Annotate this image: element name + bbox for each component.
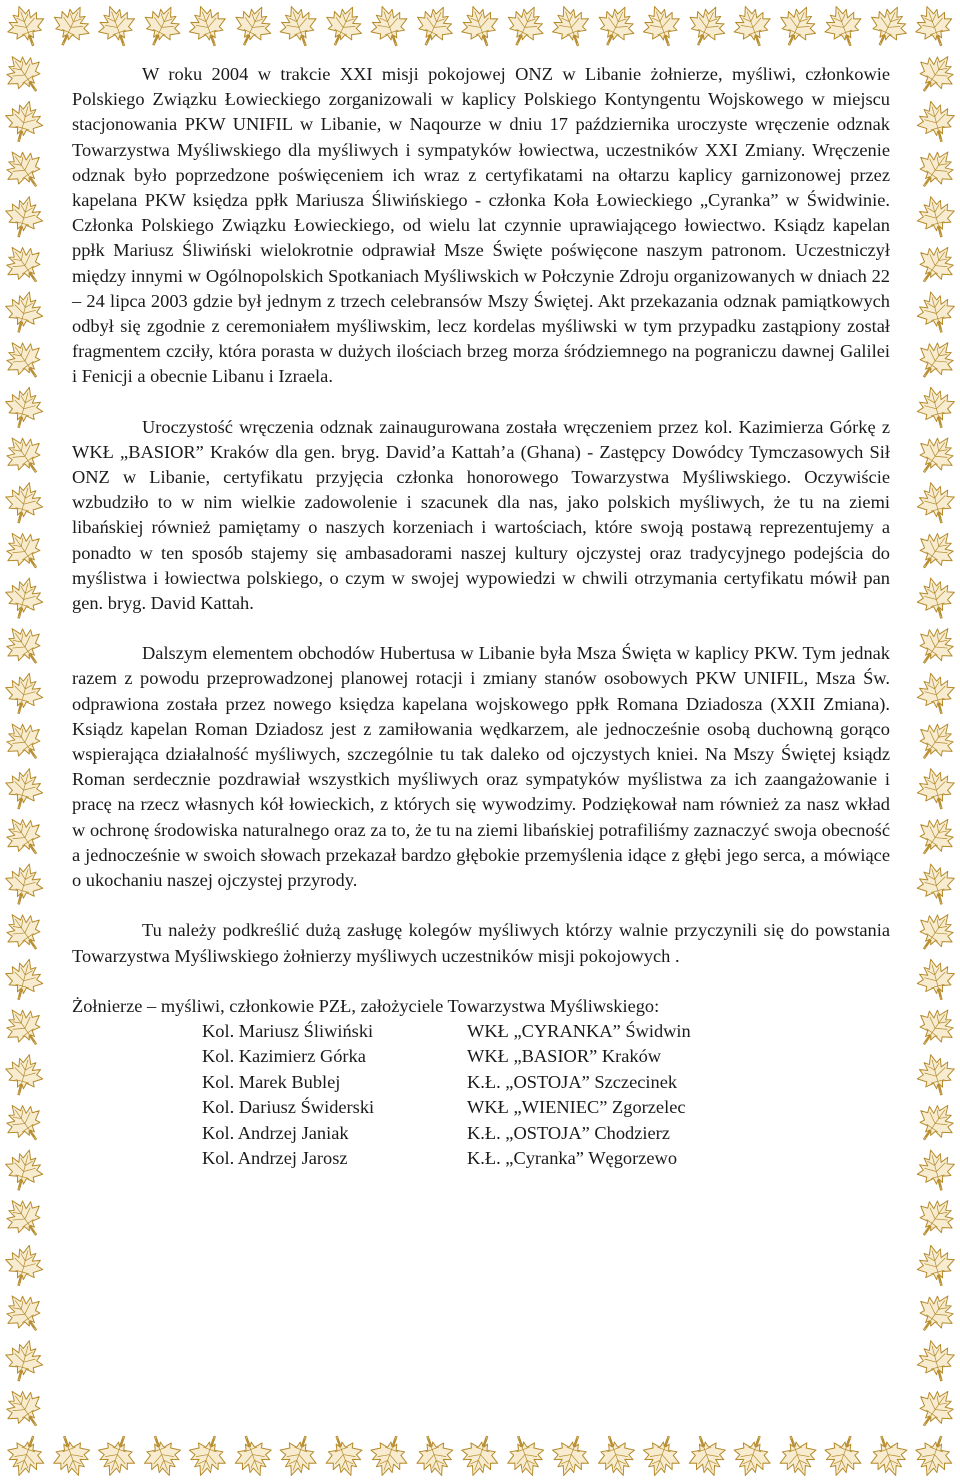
maple-leaf-icon [364, 0, 414, 52]
maple-leaf-icon [0, 522, 52, 578]
founder-name: Kol. Marek Bublej [202, 1071, 341, 1092]
maple-leaf-icon [637, 0, 687, 52]
maple-leaf-icon [136, 0, 188, 53]
founder-club: WKŁ „CYRANKA” Świdwin [467, 1020, 691, 1041]
founder-name: Kol. Andrzej Jarosz [202, 1147, 348, 1168]
maple-leaf-icon [0, 859, 48, 909]
maple-leaf-icon [908, 46, 960, 102]
maple-leaf-icon [909, 0, 959, 52]
maple-leaf-icon [0, 382, 48, 432]
maple-leaf-icon [727, 1430, 777, 1482]
maple-leaf-icon [727, 0, 777, 52]
maple-leaf-icon [410, 1430, 460, 1482]
maple-leaf-icon [912, 382, 960, 432]
founder-row [202, 1070, 691, 1095]
founders-table [202, 1019, 691, 1171]
maple-leaf-icon [0, 808, 52, 864]
maple-leaf-icon [681, 0, 733, 53]
maple-leaf-icon [0, 1285, 52, 1341]
maple-leaf-icon [318, 0, 370, 53]
founder-club: WKŁ „BASIOR” Kraków [467, 1046, 662, 1067]
maple-leaf-icon [591, 1430, 641, 1482]
founder-row [202, 1146, 691, 1171]
maple-leaf-icon [364, 1430, 414, 1482]
maple-leaf-icon [0, 96, 48, 146]
maple-leaf-icon [862, 0, 914, 53]
maple-leaf-icon [912, 954, 960, 1004]
maple-leaf-icon [908, 332, 960, 388]
maple-leaf-icon [0, 1050, 48, 1100]
founder-club: K.Ł. „Cyranka” Węgorzewo [467, 1147, 678, 1168]
maple-leaf-icon [228, 1430, 278, 1482]
maple-leaf-icon [908, 713, 960, 769]
maple-leaf-icon [0, 141, 52, 197]
maple-leaf-icon [864, 1430, 914, 1482]
maple-leaf-icon [912, 573, 960, 623]
maple-leaf-icon [912, 478, 960, 528]
founder-name: Kol. Dariusz Świderski [202, 1097, 375, 1118]
maple-leaf-icon [912, 287, 960, 337]
founder-row [202, 1121, 691, 1146]
maple-leaf-icon [0, 1380, 52, 1436]
maple-leaf-icon [0, 192, 48, 242]
maple-leaf-icon [1, 1430, 51, 1482]
maple-leaf-icon [183, 1430, 233, 1482]
maple-leaf-icon [408, 0, 460, 53]
founder-row [202, 1019, 691, 1044]
paragraph-4: Tu należy podkreślić dużą zasługę kolegów myśliwych którzy walnie przyczynili się do powstania Towarzystwa Myśliwskiego żołnierzy myśliwych uczestników misji pokojowych . [72, 920, 890, 966]
maple-leaf-icon [546, 0, 596, 52]
maple-leaf-icon [0, 427, 52, 483]
maple-leaf-icon [0, 668, 48, 718]
maple-leaf-icon [546, 1430, 596, 1482]
maple-leaf-icon [0, 1240, 48, 1290]
maple-leaf-icon [912, 192, 960, 242]
maple-leaf-icon [0, 1336, 48, 1386]
maple-leaf-icon [46, 1430, 96, 1482]
maple-leaf-icon [637, 1430, 687, 1482]
maple-leaf-icon [0, 332, 52, 388]
maple-leaf-icon [1, 0, 51, 52]
maple-leaf-icon [912, 1050, 960, 1100]
maple-leaf-icon [0, 764, 48, 814]
founder-club: K.Ł. „OSTOJA” Chodzierz [467, 1122, 670, 1143]
maple-leaf-icon [908, 1285, 960, 1341]
maple-leaf-icon [0, 46, 52, 102]
maple-leaf-icon [92, 0, 142, 52]
maple-leaf-icon [500, 1430, 550, 1482]
maple-leaf-icon [908, 1190, 960, 1246]
maple-leaf-icon [908, 427, 960, 483]
maple-leaf-icon [818, 1430, 868, 1482]
founder-club: K.Ł. „OSTOJA” Szczecinek [467, 1071, 678, 1092]
founder-name: Kol. Kazimierz Górka [202, 1046, 366, 1067]
maple-leaf-icon [0, 904, 52, 960]
maple-leaf-icon [908, 618, 960, 674]
founder-row [202, 1095, 691, 1120]
maple-leaf-icon [818, 0, 868, 52]
paragraph-1: W roku 2004 w trakcie XXI misji pokojowej ONZ w Libanie żołnierze, myśliwi, członkowie Polskiego Związku Łowieckiego zorganizowali w kaplicy Polskiego Kontyngentu Wojskowego w miejscu stacjonowania PKW UNIFIL w Libanie, w Naqourze w dniu 17 października uroczyste wręczenie odznak Towarzystwa Myśliwskiego dla myśliwych i sympatyków łowiectwa, uczestników XXI Zmiany. Wręczenie odznak było poprzedzone poświęceniem ich wraz z certyfikatami na ołtarzu kaplicy garnizonowej przez kapelana PKW księdza ppłk Mariusza Śliwińskiego - członka Koła Łowieckiego „Cyranka” w Świdwinie. Członka Polskiego Związku Łowieckiego, od wielu lat czynnie uprawiającego łowiectwo. Ksiądz kapelan ppłk Mariusz Śliwiński wielokrotnie odprawiał Msze Święte poświęcone naszym patronom. Uczestniczył między innymi w Ogólnopolskich Spotkaniach Myśliwskich w Połczynie Zdroju organizowanych w dniach 22 – 24 lipca 2003 gdzie był jednym z trzech celebransów Mszy Świętej. Akt przekazania odznak pamiątkowych odbył się zgodnie z ceremoniałem myśliwskim, lecz kordelas myśliwski w tym przypadku zastąpiony został fragmentem czciły, która porasta w dużych ilościach brzeg morza śródziemnego na pograniczu dawnej Galilei i Fenicji a obecnie Libanu i Izraela. [72, 64, 890, 387]
maple-leaf-icon [0, 618, 52, 674]
maple-leaf-icon [909, 1430, 959, 1482]
maple-leaf-icon [0, 999, 52, 1055]
maple-leaf-icon [908, 808, 960, 864]
maple-leaf-icon [0, 954, 48, 1004]
maple-leaf-icon [682, 1430, 732, 1482]
maple-leaf-icon [912, 1240, 960, 1290]
maple-leaf-icon [912, 859, 960, 909]
maple-leaf-icon [273, 0, 323, 52]
founder-club: WKŁ „WIENIEC” Zgorzelec [467, 1097, 686, 1118]
maple-leaf-icon [137, 1430, 187, 1482]
paragraph-2: Uroczystość wręczenia odznak zainaugurowana została wręczeniem przez kol. Kazimierza Górkę z WKŁ „BASIOR” Kraków dla gen. bryg. David’a Kattah’a (Ghana) - Zastępcy Dowódcy Tymczasowych Sił ONZ w Libanie, certyfikatu przyjęcia członka honorowego Towarzystwa Myśliwskiego. Oczywiście wzbudziło to w nim wielkie zadowolenie i szacunek dla nas, jako polskich myśliwych, że tu na ziemi libańskiej również pamiętamy o naszych korzeniach i wartościach, które swoją postawą reprezentujemy a ponadto w ten sposób stajemy się ambasadorami naszej kultury ojczystej oraz tradycyjnego podejścia do myślistwa i łowiectwa polskiego, o czym w swojej wypowiedzi w chwili otrzymania certyfikatu mówił pan gen. bryg. David Kattah. [72, 416, 890, 614]
maple-leaf-icon [0, 1145, 48, 1195]
maple-leaf-icon [912, 1145, 960, 1195]
document-body [72, 62, 890, 1171]
maple-leaf-icon [0, 1094, 52, 1150]
maple-leaf-icon [0, 478, 48, 528]
maple-leaf-icon [455, 1430, 505, 1482]
maple-leaf-icon [455, 0, 505, 52]
maple-leaf-icon [45, 0, 97, 53]
maple-leaf-icon [912, 668, 960, 718]
maple-leaf-icon [0, 1190, 52, 1246]
maple-leaf-icon [912, 96, 960, 146]
maple-leaf-icon [183, 0, 233, 52]
maple-leaf-icon [773, 1430, 823, 1482]
maple-leaf-icon [772, 0, 824, 53]
maple-leaf-icon [0, 287, 48, 337]
maple-leaf-icon [273, 1430, 323, 1482]
maple-leaf-icon [319, 1430, 369, 1482]
maple-leaf-icon [908, 999, 960, 1055]
maple-leaf-icon [908, 1380, 960, 1436]
maple-leaf-icon [227, 0, 279, 53]
founder-name: Kol. Andrzej Janiak [202, 1122, 349, 1143]
maple-leaf-icon [0, 573, 48, 623]
maple-leaf-icon [92, 1430, 142, 1482]
maple-leaf-icon [0, 236, 52, 292]
maple-leaf-icon [912, 764, 960, 814]
founder-name: Kol. Mariusz Śliwiński [202, 1020, 374, 1041]
founders-intro: Żołnierze – myśliwi, członkowie PZŁ, założyciele Towarzystwa Myśliwskiego: [72, 995, 660, 1016]
maple-leaf-icon [908, 522, 960, 578]
maple-leaf-icon [908, 904, 960, 960]
paragraph-3: Dalszym elementem obchodów Hubertusa w Libanie była Msza Święta w kaplicy PKW. Tym jednak razem z powodu przeprowadzonej planowej rotacji i zmiany stanów osobowych PKW UNIFIL, Msza Św. odprawiona została przez nowego księdza kapelana wojskowego ppłk Romana Dziadosza (XXII Zmiana). Ksiądz kapelan Roman Dziadosz jest z zamiłowania wędkarzem, ale jednocześnie osobą duchowną gorąco wspierająca działalność myśliwych, szczególnie tu tak daleko od ojczystych kniei. Na Mszy Świętej ksiądz Roman serdecznie pozdrawiał wszystkich myśliwych oraz sympatyków myślistwa za ich zaangażowanie i pracę na rzecz własnych kół łowieckich, z których się wywodzimy. Podziękował nam również za nasz wkład w ochronę środowiska naturalnego oraz za to, że tu na ziemi libańskiej potrafiliśmy zaznaczyć swoja obecność a jednocześnie w swoich słowach przekazał bardzo głębokie przemyślenia idące z głębi jego serca, a mówiące o ukochaniu naszej ojczystej przyrody. [72, 643, 890, 891]
maple-leaf-icon [908, 236, 960, 292]
maple-leaf-icon [0, 713, 52, 769]
founder-row [202, 1044, 691, 1069]
maple-leaf-icon [912, 1336, 960, 1386]
maple-leaf-icon [590, 0, 642, 53]
maple-leaf-icon [908, 141, 960, 197]
maple-leaf-icon [499, 0, 551, 53]
maple-leaf-icon [908, 1094, 960, 1150]
